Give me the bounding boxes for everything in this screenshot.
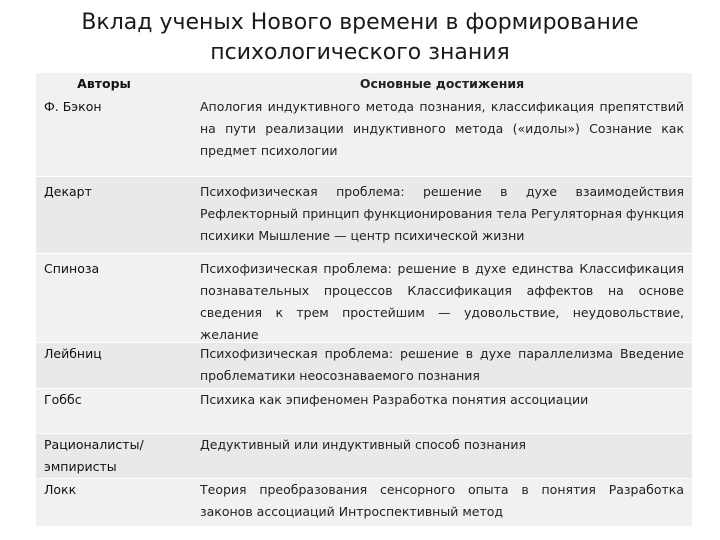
header-achievements: Основные достижения [359, 76, 525, 91]
achievement-cell: Теория преобразования сенсорного опыта в понятия Разработка законов ассоциаций Интроспективный метод [200, 482, 684, 519]
achievement-cell: Психофизическая проблема: решение в духе параллелизма Введение проблематики неосознаваемого познания [200, 346, 684, 383]
achievement-cell: Психофизическая проблема: решение в духе взаимодействия Рефлекторный принцип функционирования тела Регуляторная функция психики Мышление — центр психической жизни [200, 184, 684, 243]
achievement-cell: Психофизическая проблема: решение в духе единства Классификация познавательных процессов Классификация аффектов на основе сведения к трем простейшим — удовольствие, неудовольствие, желание [200, 261, 684, 342]
slide-title [60, 8, 660, 68]
author-cell: Рационалисты/ эмпиристы [44, 437, 144, 474]
achievement-cell: Психика как эпифеномен Разработка понятия ассоциации [200, 392, 589, 407]
table-header [36, 73, 692, 96]
table-row [36, 96, 692, 177]
author-cell: Гоббс [44, 392, 82, 407]
table-row [36, 479, 692, 526]
achievements-table [36, 73, 692, 526]
table-row [36, 254, 692, 343]
achievement-cell: Дедуктивный или индуктивный способ познания [200, 437, 526, 452]
author-cell: Локк [44, 482, 77, 497]
table-row [36, 343, 692, 389]
author-cell: Ф. Бэкон [44, 99, 102, 114]
title-line-1: Вклад ученых Нового времени в формирование [81, 10, 639, 35]
table-row [36, 177, 692, 254]
author-cell: Лейбниц [44, 346, 102, 361]
header-authors: Авторы [77, 76, 131, 91]
author-cell: Спиноза [44, 261, 100, 276]
table-row [36, 434, 692, 479]
achievement-cell: Апология индуктивного метода познания, классификация препятствий на пути реализации индуктивного метода («идолы») Сознание как предмет психологии [200, 99, 684, 158]
table-row [36, 389, 692, 434]
title-line-2: психологического знания [210, 40, 510, 65]
author-cell: Декарт [44, 184, 92, 199]
